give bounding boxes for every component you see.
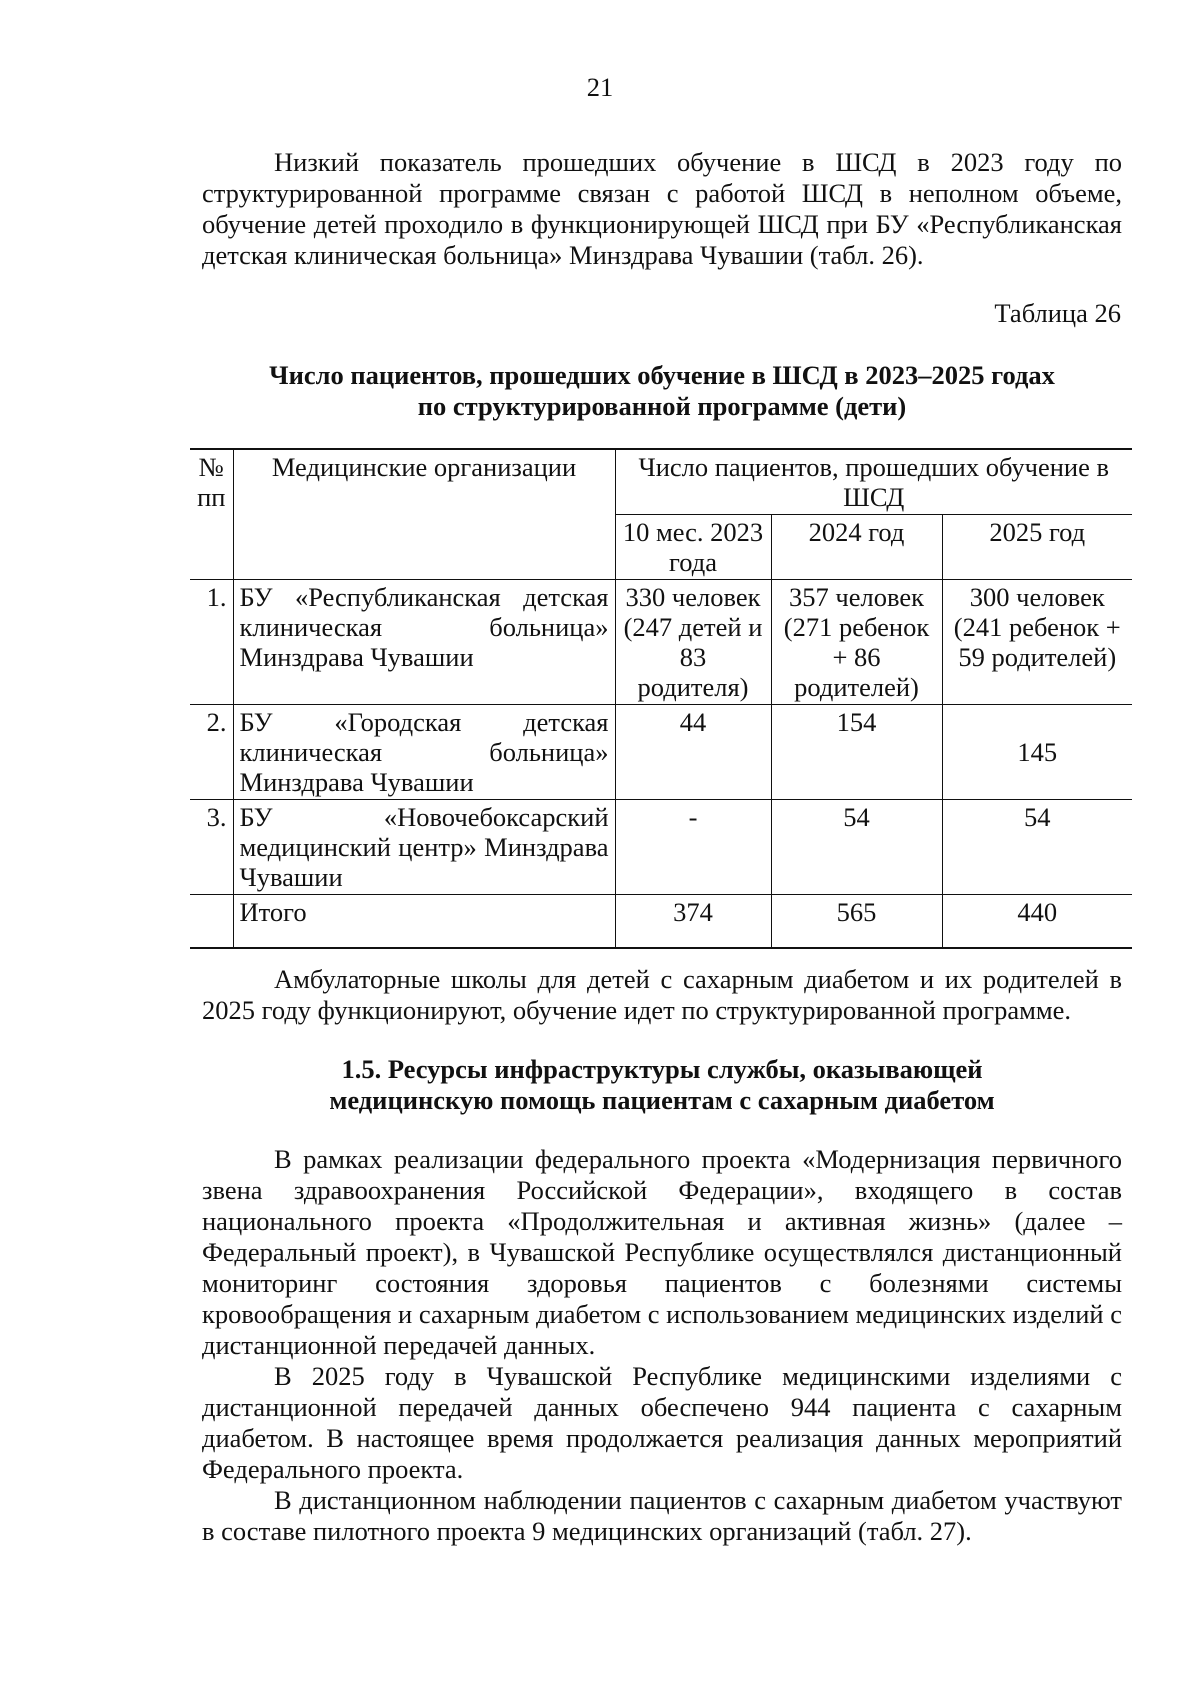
row-value-2023: - xyxy=(615,800,771,895)
table-title-line-1: Число пациентов, прошедших обучение в ШСД в 2023–2025 годах xyxy=(269,360,1055,390)
row-value-2023: 374 xyxy=(615,895,771,949)
row-value-2024: 565 xyxy=(771,895,942,949)
row-value-2025: 145 xyxy=(942,705,1132,800)
table-row xyxy=(190,580,1132,705)
header-patient-count-group: Число пациентов, прошедших обучение в ШСД xyxy=(615,449,1132,515)
section-heading-line-1: 1.5. Ресурсы инфраструктуры службы, оказывающей xyxy=(341,1054,983,1084)
header-num: № пп xyxy=(190,449,233,580)
table-row xyxy=(190,800,1132,895)
body-text-block xyxy=(202,1144,1122,1547)
paragraph-1: В рамках реализации федерального проекта «Модернизация первичного звена здравоохранения Российской Федерации», входящего в состав национального проекта «Продолжительная и активная жизнь» (далее – Федеральный проект), в Чувашской Республике осуществлялся дистанционный мониторинг состояния здоровья пациентов с болезнями системы кровообращения и сахарным диабетом с использованием медицинских изделий с дистанционной передачей данных. xyxy=(202,1144,1122,1360)
table-title xyxy=(202,360,1122,422)
row-value-2024: 357 человек (271 ребенок + 86 родителей) xyxy=(771,580,942,705)
after-table-text-block xyxy=(202,964,1122,1026)
row-value-2023: 44 xyxy=(615,705,771,800)
row-value-2024: 54 xyxy=(771,800,942,895)
table-label: Таблица 26 xyxy=(994,298,1121,328)
header-2023: 10 мес. 2023 года xyxy=(615,515,771,580)
row-organization: Итого xyxy=(233,895,615,949)
patients-training-table xyxy=(190,448,1132,949)
header-2025: 2025 год xyxy=(942,515,1132,580)
row-value-2025: 54 xyxy=(942,800,1132,895)
row-num: 2. xyxy=(190,705,233,800)
header-2024: 2024 год xyxy=(771,515,942,580)
row-value-2023: 330 человек (247 детей и 83 родителя) xyxy=(615,580,771,705)
row-num: 3. xyxy=(190,800,233,895)
paragraph-2: В 2025 году в Чувашской Республике медицинскими изделиями с дистанционной передачей данных обеспечено 944 пациента с сахарным диабетом. В настоящее время продолжается реализация данных мероприятий Федерального проекта. xyxy=(202,1361,1122,1484)
row-value-2025: 440 xyxy=(942,895,1132,949)
row-organization: БУ «Республиканская детская клиническая больница» Минздрава Чувашии xyxy=(233,580,615,705)
intro-text-block xyxy=(202,147,1122,271)
row-num xyxy=(190,895,233,949)
row-num: 1. xyxy=(190,580,233,705)
table-row xyxy=(190,705,1132,800)
intro-paragraph: Низкий показатель прошедших обучение в ШСД в 2023 году по структурированной программе связан с работой ШСД в неполном объеме, обучение детей проходило в функционирующей ШСД при БУ «Республиканская детская клиническая больница» Минздрава Чувашии (табл. 26). xyxy=(202,147,1122,270)
table-total-row xyxy=(190,895,1132,949)
table-header-row xyxy=(190,449,1132,515)
row-organization: БУ «Новочебоксарский медицинский центр» Минздрава Чувашии xyxy=(233,800,615,895)
table-title-line-2: по структурированной программе (дети) xyxy=(417,391,907,421)
section-heading xyxy=(202,1054,1122,1116)
after-table-paragraph: Амбулаторные школы для детей с сахарным диабетом и их родителей в 2025 году функционируют, обучение идет по структурированной программе. xyxy=(202,964,1122,1025)
row-value-2025: 300 человек (241 ребенок + 59 родителей) xyxy=(942,580,1132,705)
section-heading-line-2: медицинскую помощь пациентам с сахарным диабетом xyxy=(329,1085,995,1115)
row-organization: БУ «Городская детская клиническая больница» Минздрава Чувашии xyxy=(233,705,615,800)
page-number: 21 xyxy=(586,72,614,102)
row-value-2024: 154 xyxy=(771,705,942,800)
paragraph-3: В дистанционном наблюдении пациентов с сахарным диабетом участвуют в составе пилотного проекта 9 медицинских организаций (табл. 27). xyxy=(202,1485,1122,1546)
header-organizations: Медицинские организации xyxy=(233,449,615,580)
